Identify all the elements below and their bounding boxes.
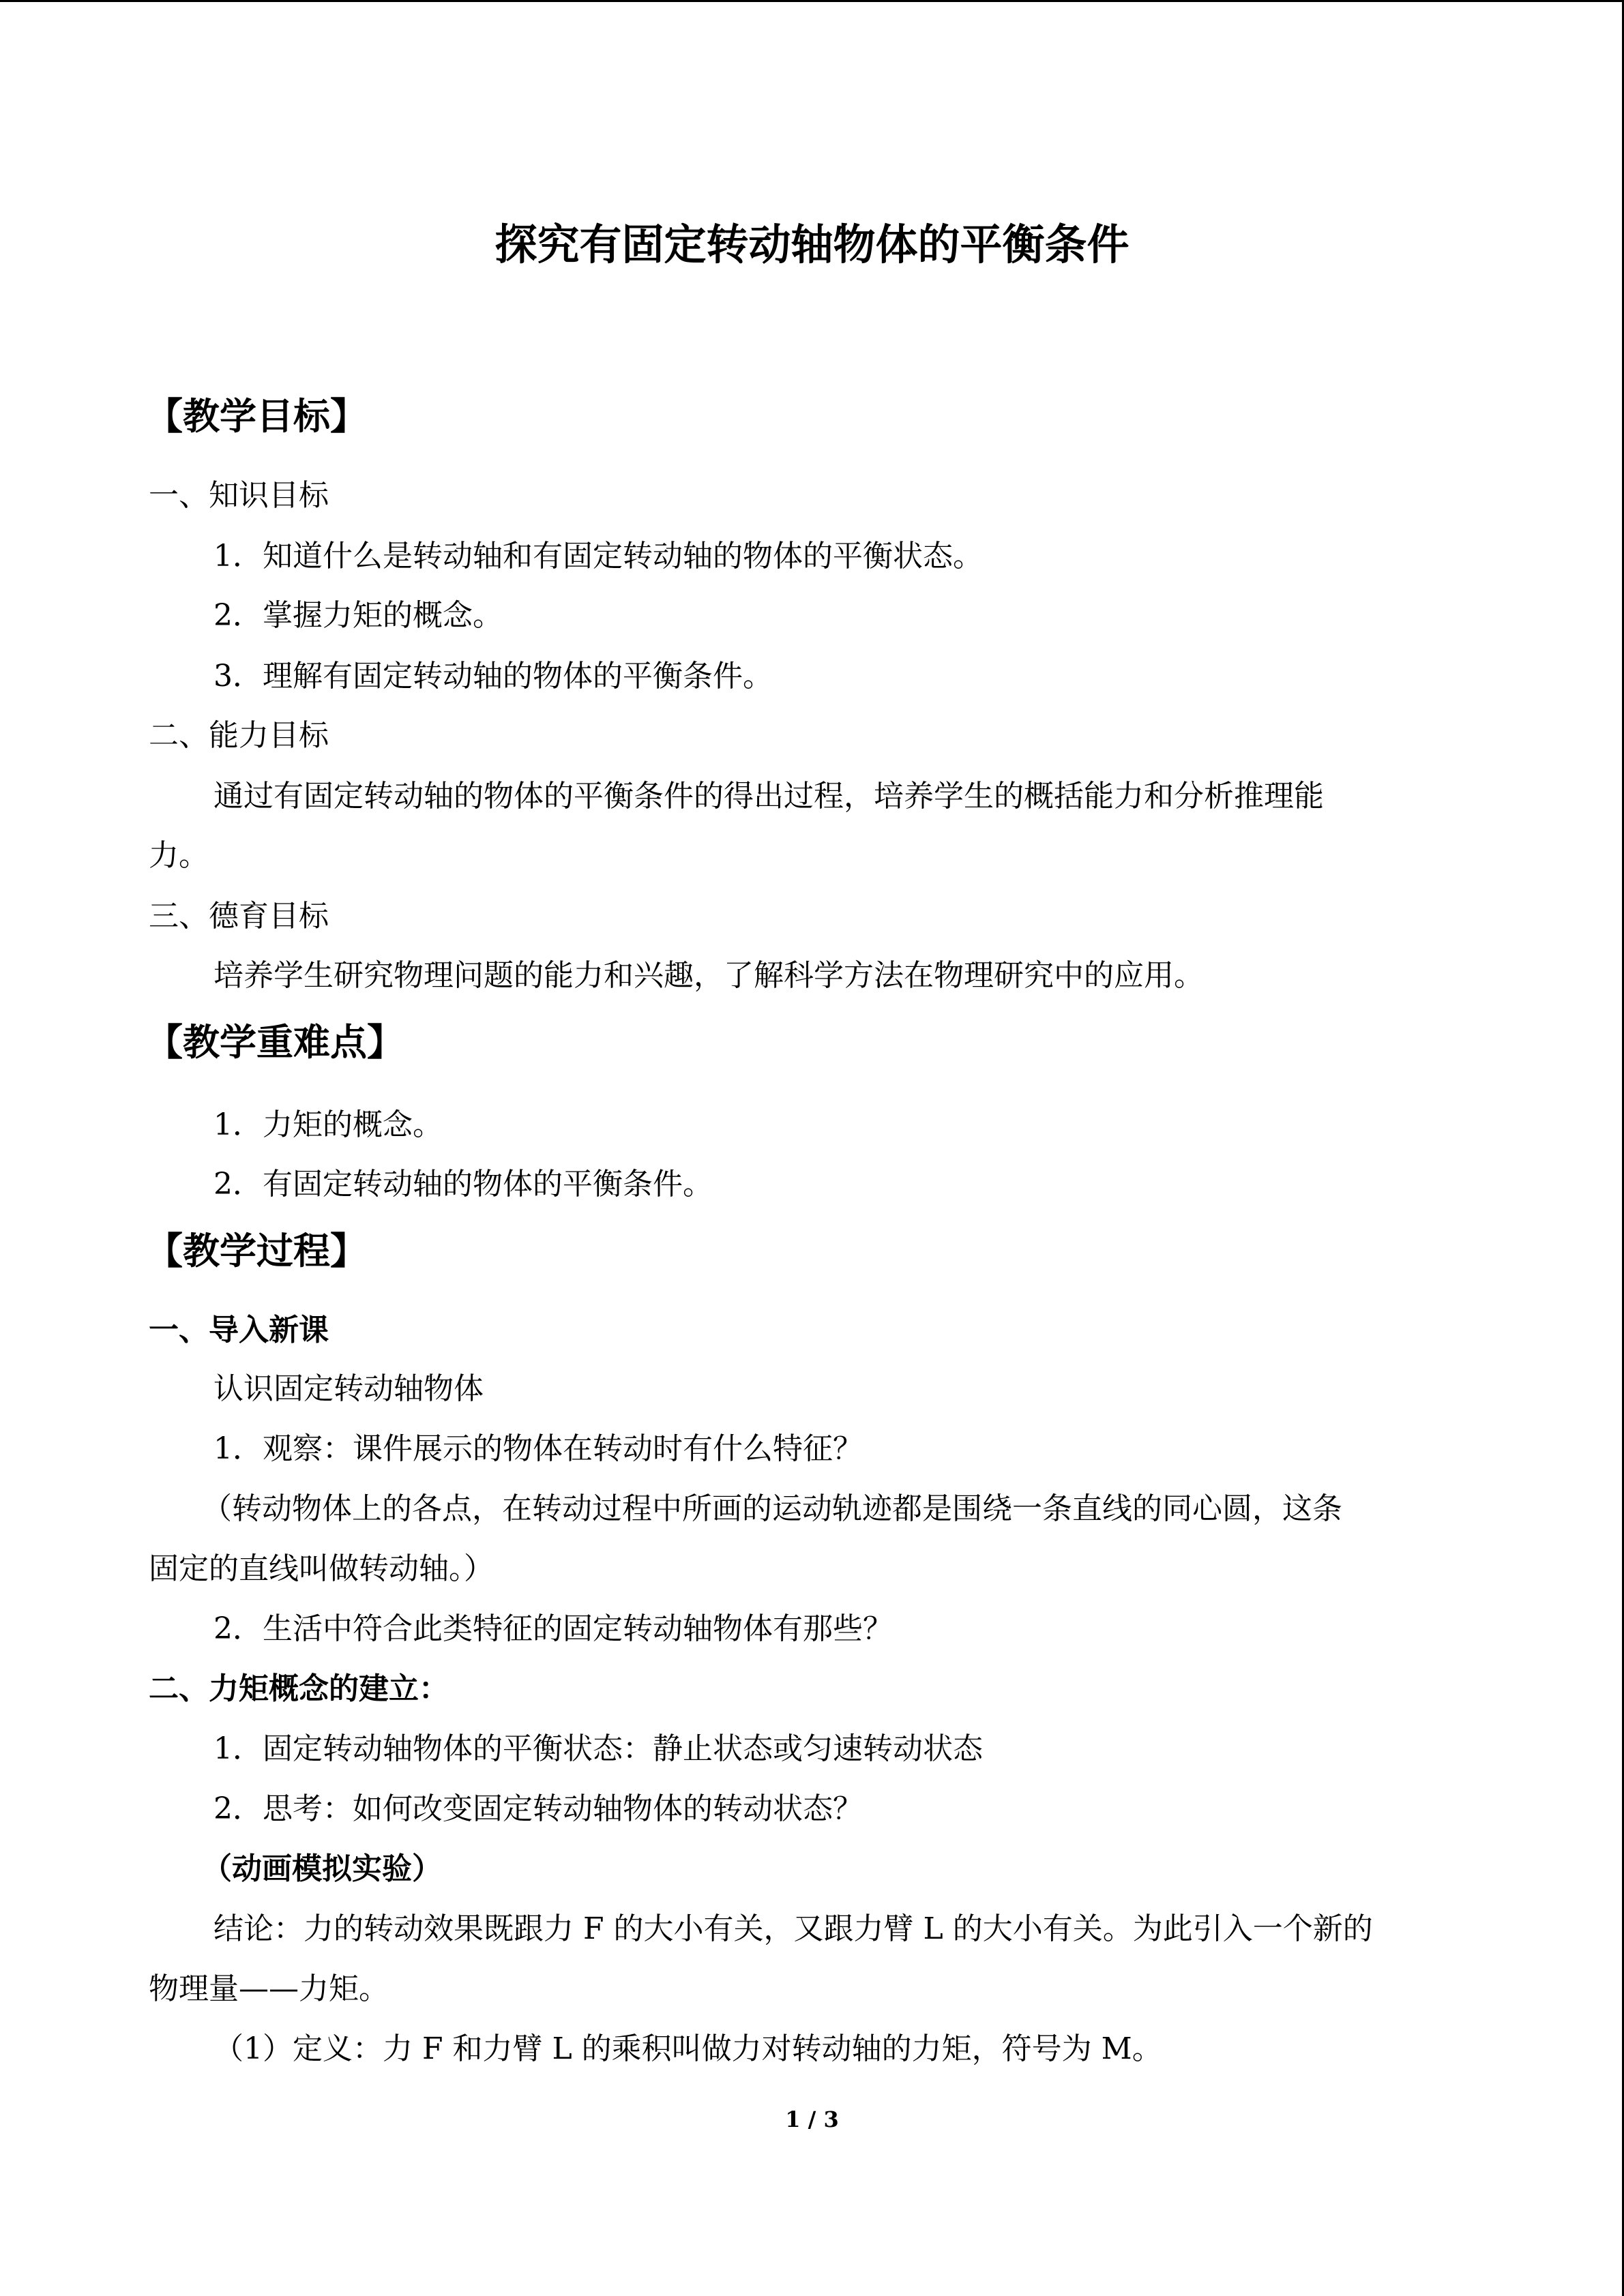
intro-line-5: 2．生活中符合此类特征的固定转动轴物体有那些？ [213,1611,893,1646]
knowledge-item-3: 3．理解有固定转动轴的物体的平衡条件。 [213,659,773,694]
knowledge-heading: 一、知识目标 [149,478,329,513]
ability-text-line-1: 通过有固定转动轴的物体的平衡条件的得出过程，培养学生的概括能力和分析推理能 [213,779,1324,814]
intro-heading: 一、导入新课 [149,1313,329,1347]
torque-heading: 二、力矩概念的建立： [149,1671,449,1706]
torque-line-1: 1．固定转动轴物体的平衡状态：静止状态或匀速转动状态 [213,1731,983,1766]
page-number: 1 / 3 [785,2106,839,2132]
intro-line-2: 1．观察：课件展示的物体在转动时有什么特征？ [213,1431,863,1466]
section-heading-key-points: 【教学重难点】 [146,1020,404,1064]
conclusion-line-1: 结论：力的转动效果既跟力 F 的大小有关，又跟力臂 L 的大小有关。为此引入一个新的 [213,1911,1373,1946]
conclusion-line-2: 物理量——力矩。 [149,1971,389,2006]
section-heading-process: 【教学过程】 [146,1229,367,1272]
section-heading-objectives: 【教学目标】 [146,394,367,438]
animation-label: （动画模拟实验） [202,1851,442,1886]
key-point-item-2: 2．有固定转动轴的物体的平衡条件。 [213,1167,713,1202]
definition-line: （1）定义：力 F 和力臂 L 的乘积叫做力对转动轴的力矩，符号为 M。 [213,2031,1162,2066]
document-title: 探究有固定转动轴物体的平衡条件 [494,220,1130,269]
key-point-item-1: 1．力矩的概念。 [213,1107,443,1142]
intro-line-3: （转动物体上的各点，在转动过程中所画的运动轨迹都是围绕一条直线的同心圆，这条 [202,1491,1342,1526]
knowledge-item-2: 2．掌握力矩的概念。 [213,598,503,633]
knowledge-item-1: 1．知道什么是转动轴和有固定转动轴的物体的平衡状态。 [213,539,983,573]
ability-heading: 二、能力目标 [149,718,329,753]
moral-heading: 三、德育目标 [149,899,329,934]
moral-text: 培养学生研究物理问题的能力和兴趣，了解科学方法在物理研究中的应用。 [213,958,1204,993]
intro-line-1: 认识固定转动轴物体 [213,1371,484,1406]
torque-line-2: 2．思考：如何改变固定转动轴物体的转动状态？ [213,1791,863,1826]
intro-line-4: 固定的直线叫做转动轴。） [149,1551,494,1586]
ability-text-line-2: 力。 [149,838,209,873]
